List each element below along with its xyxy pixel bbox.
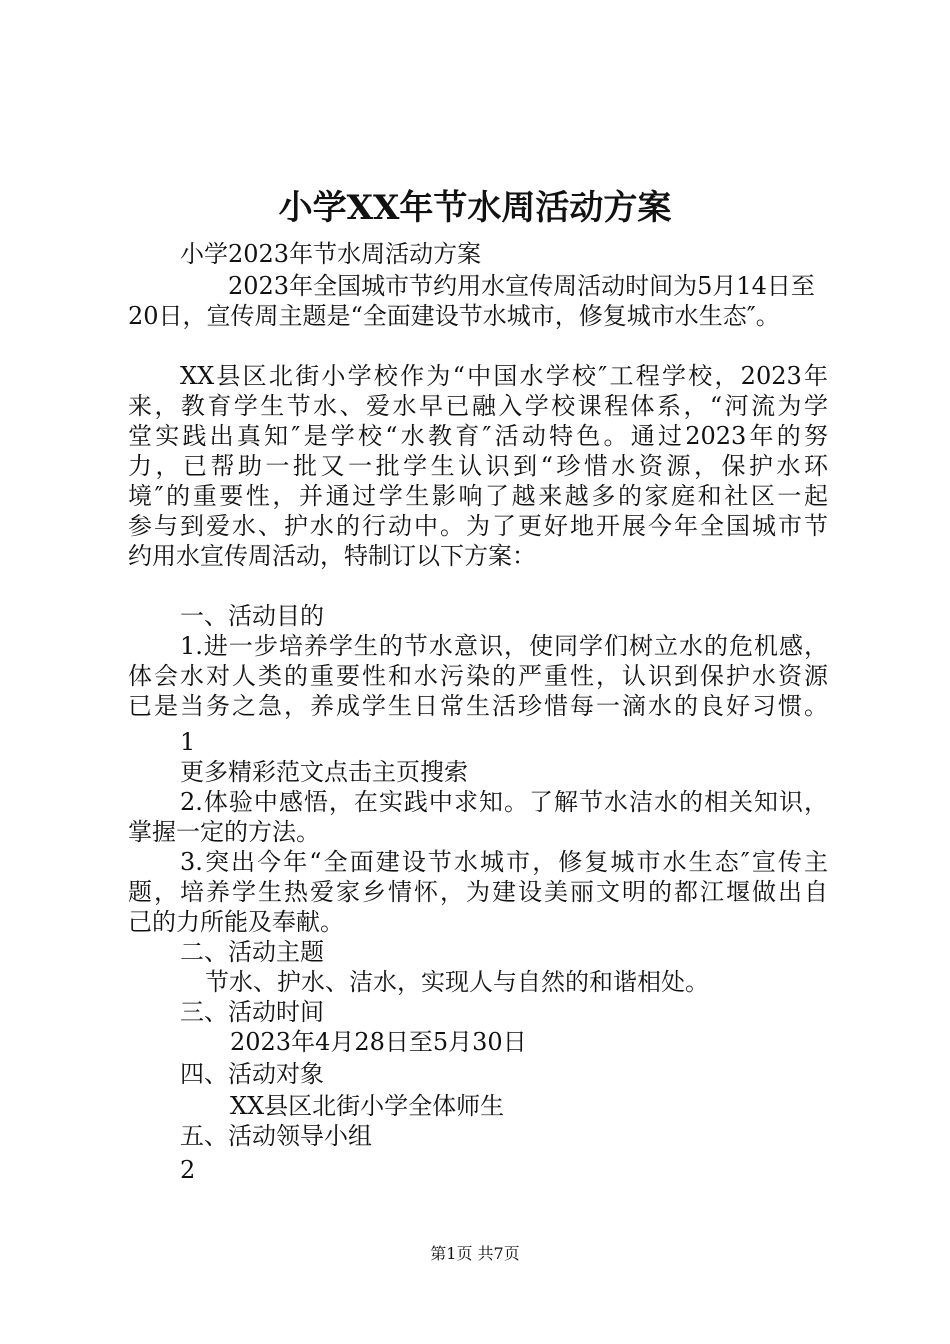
body-line: 3.突出今年“全面建设节水城市，修复城市水生态″宣传主 — [180, 848, 828, 876]
promo-link-text: 更多精彩范文点击主页搜索 — [180, 758, 468, 786]
subtitle-line: 小学2023年节水周活动方案 — [180, 240, 482, 268]
body-line: 掌握一定的方法。 — [128, 818, 320, 846]
body-line: 节水、护水、洁水，实现人与自然的和谐相处。 — [205, 968, 709, 996]
document-title: 小学XX年节水周活动方案 — [278, 188, 672, 228]
body-line: 题，培养学生热爱家乡情怀，为建设美丽文明的都江堰做出自 — [128, 878, 828, 906]
body-line: 20日，宣传周主题是“全面建设节水城市，修复城市水生态″。 — [128, 302, 780, 330]
body-line: 己的力所能及奉献。 — [128, 908, 344, 936]
page-footer: 第1页 共7页 — [430, 1244, 520, 1263]
body-line: 境″的重要性，并通过学生影响了越来越多的家庭和社区一起 — [128, 482, 828, 510]
section-heading: 三、活动时间 — [180, 998, 324, 1026]
body-line: 2.体验中感悟，在实践中求知。了解节水洁水的相关知识， — [180, 788, 828, 816]
body-line: 体会水对人类的重要性和水污染的严重性，认识到保护水资源 — [128, 662, 828, 690]
body-line: 力，已帮助一批又一批学生认识到“珍惜水资源，保护水环 — [128, 452, 828, 480]
section-heading: 二、活动主题 — [180, 938, 324, 966]
body-line: 2023年全国城市节约用水宣传周活动时间为5月14日至 — [228, 272, 815, 300]
body-line: XX县区北街小学校作为“中国水学校″工程学校，2023年 — [180, 362, 828, 390]
body-line: 2023年4月28日至5月30日 — [230, 1028, 527, 1056]
body-line: 来，教育学生节水、爱水早已融入学校课程体系，“河流为学 — [128, 392, 828, 420]
body-line: XX县区北街小学全体师生 — [230, 1092, 505, 1120]
body-line: 1.进一步培养学生的节水意识，使同学们树立水的危机感， — [180, 632, 828, 660]
section-heading: 四、活动对象 — [180, 1060, 324, 1088]
body-line: 堂实践出真知″是学校“水教育″活动特色。通过2023年的努 — [128, 422, 828, 450]
page-marker: 2 — [180, 1156, 196, 1184]
body-line: 参与到爱水、护水的行动中。为了更好地开展今年全国城市节 — [128, 512, 828, 540]
body-line: 已是当务之急，养成学生日常生活珍惜每一滴水的良好习惯。 — [128, 692, 828, 720]
section-heading: 五、活动领导小组 — [180, 1122, 372, 1150]
body-line: 约用水宣传周活动，特制订以下方案： — [128, 542, 536, 570]
page-marker: 1 — [180, 728, 196, 756]
section-heading: 一、活动目的 — [180, 602, 324, 630]
